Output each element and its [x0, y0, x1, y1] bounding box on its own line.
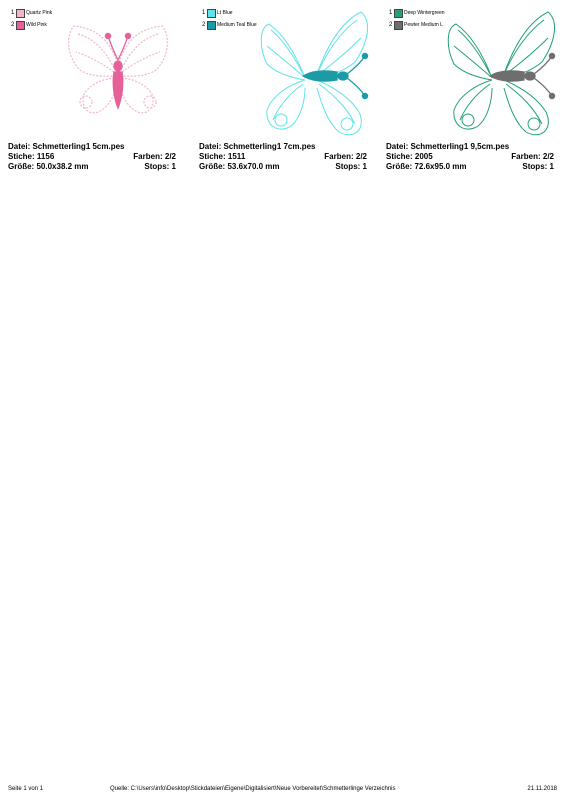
print-date: 21.11.2018: [527, 786, 557, 792]
color-name: Lt Blue: [217, 10, 233, 16]
colors-label: Farben:: [324, 152, 354, 161]
file-row: [8, 142, 176, 152]
colors-label: Farben:: [133, 152, 163, 161]
stops: [522, 162, 554, 172]
colors-count: [324, 152, 367, 162]
color-number: 2: [202, 22, 206, 28]
stitches-label: Stiche:: [8, 152, 35, 161]
butterfly-preview: [243, 8, 375, 140]
color-name: Pewter Medium L: [404, 22, 443, 28]
size-value: 50.0x38.2 mm: [36, 162, 89, 171]
colors-count: [133, 152, 176, 162]
colors-value: 2/2: [164, 152, 176, 161]
file-row: [199, 142, 367, 152]
stops-label: Stops:: [335, 162, 361, 171]
stops-label: Stops:: [522, 162, 548, 171]
color-number: 1: [11, 10, 15, 16]
file-name: Schmetterling1 7cm.pes: [223, 142, 316, 151]
color-number: 2: [11, 22, 15, 28]
file-label: Datei:: [199, 142, 222, 151]
stitches-label: Stiche:: [386, 152, 413, 161]
color-swatch: [394, 9, 403, 18]
colors-value: 2/2: [355, 152, 367, 161]
color-number: 2: [389, 22, 393, 28]
stops-value: 1: [171, 162, 176, 171]
file-row: [386, 142, 554, 152]
stops: [144, 162, 176, 172]
color-name: Deep Wintergreen: [404, 10, 445, 16]
stops-label: Stops:: [144, 162, 170, 171]
colors-label: Farben:: [511, 152, 541, 161]
color-name: Wild Pink: [26, 22, 47, 28]
colors-value: 2/2: [542, 152, 554, 161]
file-label: Datei:: [8, 142, 31, 151]
color-swatch: [207, 9, 216, 18]
size-value: 53.6x70.0 mm: [227, 162, 280, 171]
color-name: Medium Teal Blue: [217, 22, 257, 28]
color-name: Quartz Pink: [26, 10, 53, 16]
file-label: Datei:: [386, 142, 409, 151]
color-swatch: [207, 21, 216, 30]
butterfly-image: [243, 8, 375, 140]
stitches-value: 2005: [414, 152, 433, 161]
design-card: [0, 8, 184, 183]
file-name: Schmetterling1 5cm.pes: [32, 142, 125, 151]
stitches-row: [8, 152, 176, 162]
butterfly-image: [52, 8, 184, 140]
size-row: [8, 162, 176, 172]
size-label: Größe:: [199, 162, 226, 171]
design-info: [8, 142, 176, 172]
design-info: [199, 142, 367, 172]
size-row: [199, 162, 367, 172]
color-swatch: [16, 9, 25, 18]
file-name: Schmetterling1 9,5cm.pes: [410, 142, 510, 151]
size-label: Größe:: [8, 162, 35, 171]
butterfly-image: [430, 8, 562, 140]
colors-count: [511, 152, 554, 162]
design-card: [378, 8, 562, 183]
page-number: Seite 1 von 1: [8, 786, 44, 792]
stops: [335, 162, 367, 172]
stitches-label: Stiche:: [199, 152, 226, 161]
color-number: 1: [389, 10, 393, 16]
color-number: 1: [202, 10, 206, 16]
stops-value: 1: [549, 162, 554, 171]
size-label: Größe:: [386, 162, 413, 171]
design-info: [386, 142, 554, 172]
butterfly-preview: [430, 8, 562, 140]
color-swatch: [16, 21, 25, 30]
stops-value: 1: [362, 162, 367, 171]
size-value: 72.6x95.0 mm: [414, 162, 467, 171]
design-card: [191, 8, 375, 183]
stitches-row: [386, 152, 554, 162]
butterfly-preview: [52, 8, 184, 140]
source-path: Quelle: C:\Users\info\Desktop\Stickdateien\Eigene\Digitalisiert\Neue Vorbereitet\Schmetterlinge Verzeichnis: [110, 786, 396, 792]
stitches-value: 1156: [36, 152, 55, 161]
stitches-value: 1511: [227, 152, 246, 161]
color-swatch: [394, 21, 403, 30]
size-row: [386, 162, 554, 172]
stitches-row: [199, 152, 367, 162]
